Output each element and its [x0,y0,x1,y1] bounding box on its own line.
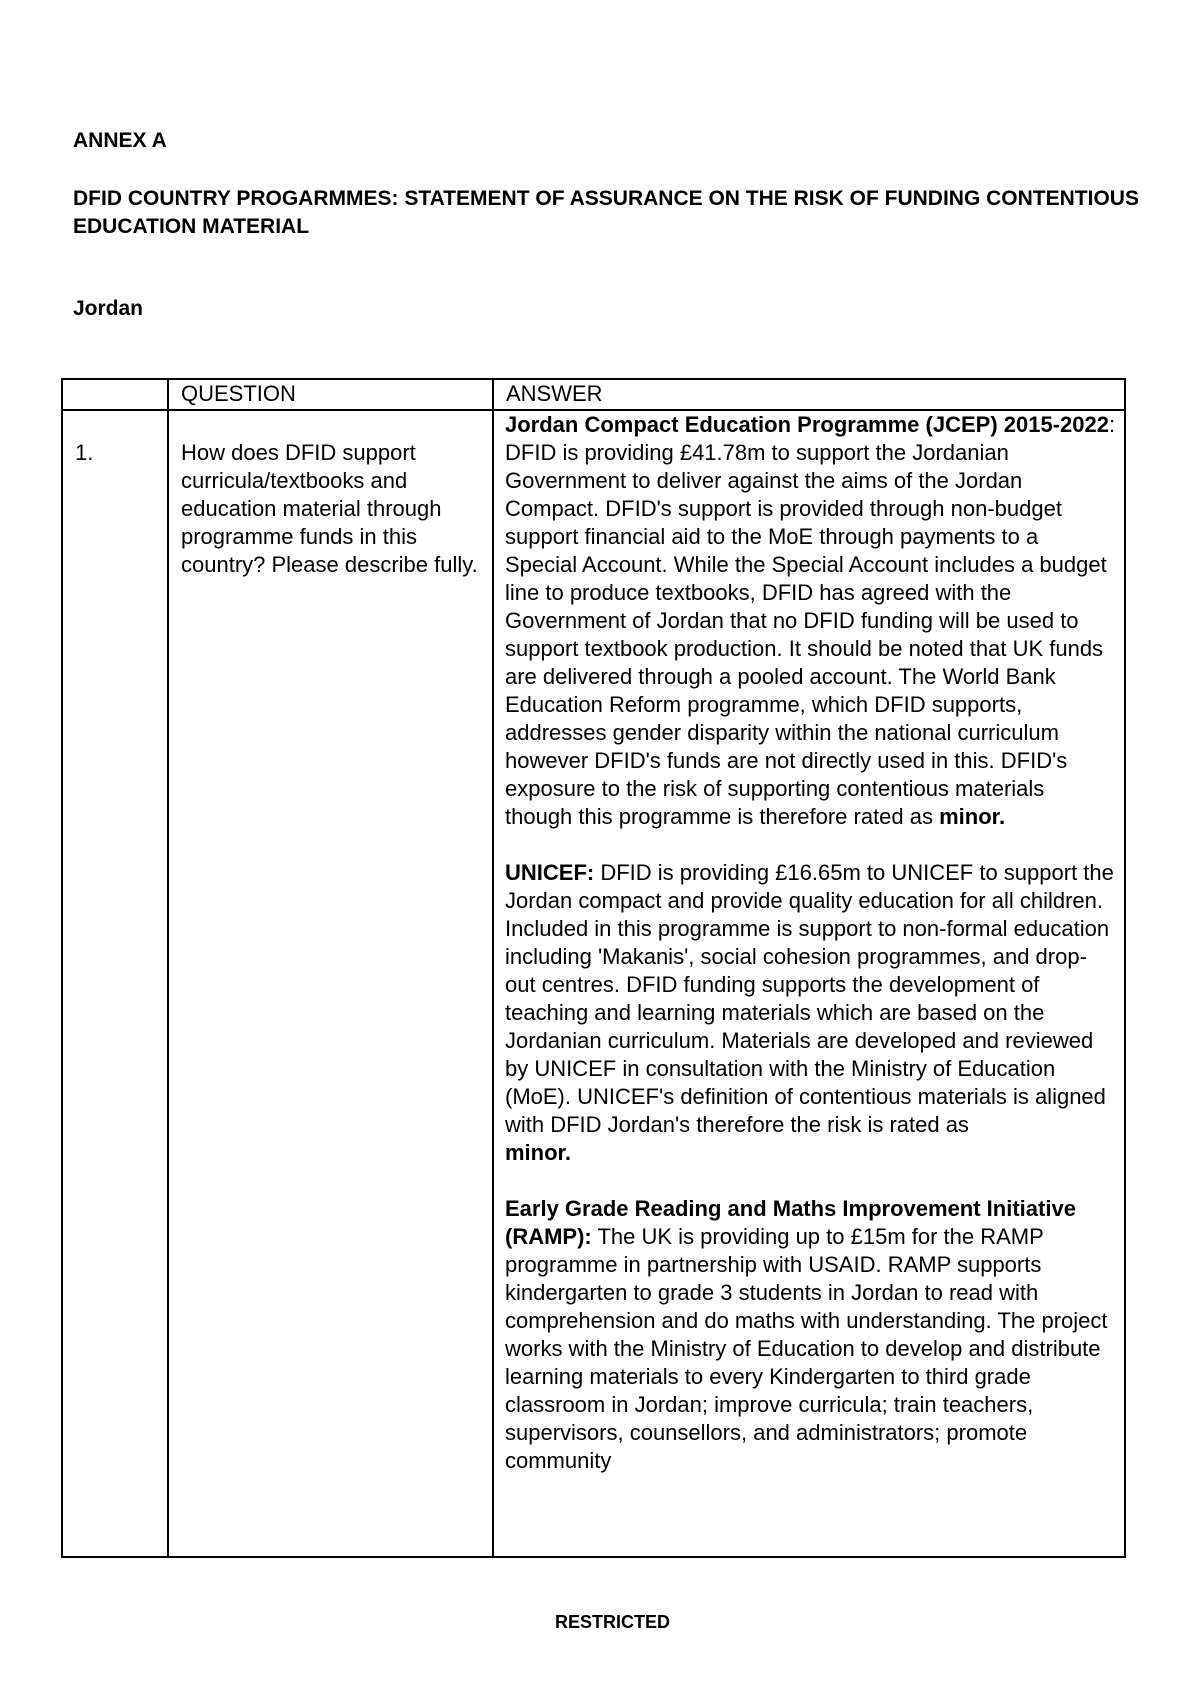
header-row [62,379,1125,410]
answer-rating-unicef: minor. [505,1140,572,1165]
annex-label: ANNEX A [73,129,167,152]
header-number [62,379,168,410]
header-question: QUESTION [168,379,493,410]
answer-body-jcep: : DFID is providing £41.78m to support the Jordanian Government to deliver against the aims of the Jordan Compact. DFID's support is provided through non-budget support financial aid to the MoE through payments to a Special Account. While the Special Account includes a budget line to produce textbooks, DFID has agreed with the Government of Jordan that no DFID funding will be used to support textbook production. It should be noted that UK funds are delivered through a pooled account. The World Bank Education Reform programme, which DFID supports, addresses gender disparity within the national curriculum however DFID's funds are not directly used in this. DFID's exposure to the risk of supporting contentious materials though this programme is therefore rated as [505,412,1116,829]
question-text: How does DFID support curricula/textbooks and education material through programme funds in this country? Please describe fully. [168,410,493,1557]
row-number: 1. [62,410,168,1557]
answer-paragraph-unicef [505,859,1116,1167]
answer-heading-jcep: Jordan Compact Education Programme (JCEP) 2015-2022 [505,412,1109,437]
answer-body-ramp: The UK is providing up to £15m for the RAMP programme in partnership with USAID. RAMP supports kindergarten to grade 3 students in Jordan to read with comprehension and do maths with understanding. The project works with the Ministry of Education to develop and distribute learning materials to every Kindergarten to third grade classroom in Jordan; improve curricula; train teachers, supervisors, counsellors, and administrators; promote community [505,1224,1108,1473]
answer-body-unicef: DFID is providing £16.65m to UNICEF to support the Jordan compact and provide quality education for all children. Included in this programme is support to non-formal education including 'Makanis', social cohesion programmes, and drop-out centres. DFID funding supports the development of teaching and learning materials which are based on the Jordanian curriculum. Materials are developed and reviewed by UNICEF in consultation with the Ministry of Education (MoE). UNICEF's definition of contentious materials is aligned with DFID Jordan's therefore the risk is rated as [505,860,1114,1137]
answer-paragraph-ramp [505,1195,1116,1475]
answer-paragraph-jcep [505,411,1116,831]
answer-heading-unicef: UNICEF: [505,860,595,885]
assurance-table [61,378,1126,1558]
answer-heading-ramp: Early Grade Reading and Maths Improvement Initiative (RAMP): [505,1196,1076,1249]
document-title: DFID COUNTRY PROGARMMES: STATEMENT OF ASSURANCE ON THE RISK OF FUNDING CONTENTIOUS EDUCATION MATERIAL [73,187,1139,238]
table-row [62,410,1125,1557]
country-heading: Jordan [73,297,144,320]
table-header [62,379,1125,410]
answer-rating-jcep: minor. [939,804,1006,829]
answer-cell [493,410,1125,1557]
restricted-footer: RESTRICTED [554,1612,670,1632]
header-answer: ANSWER [493,379,1125,410]
